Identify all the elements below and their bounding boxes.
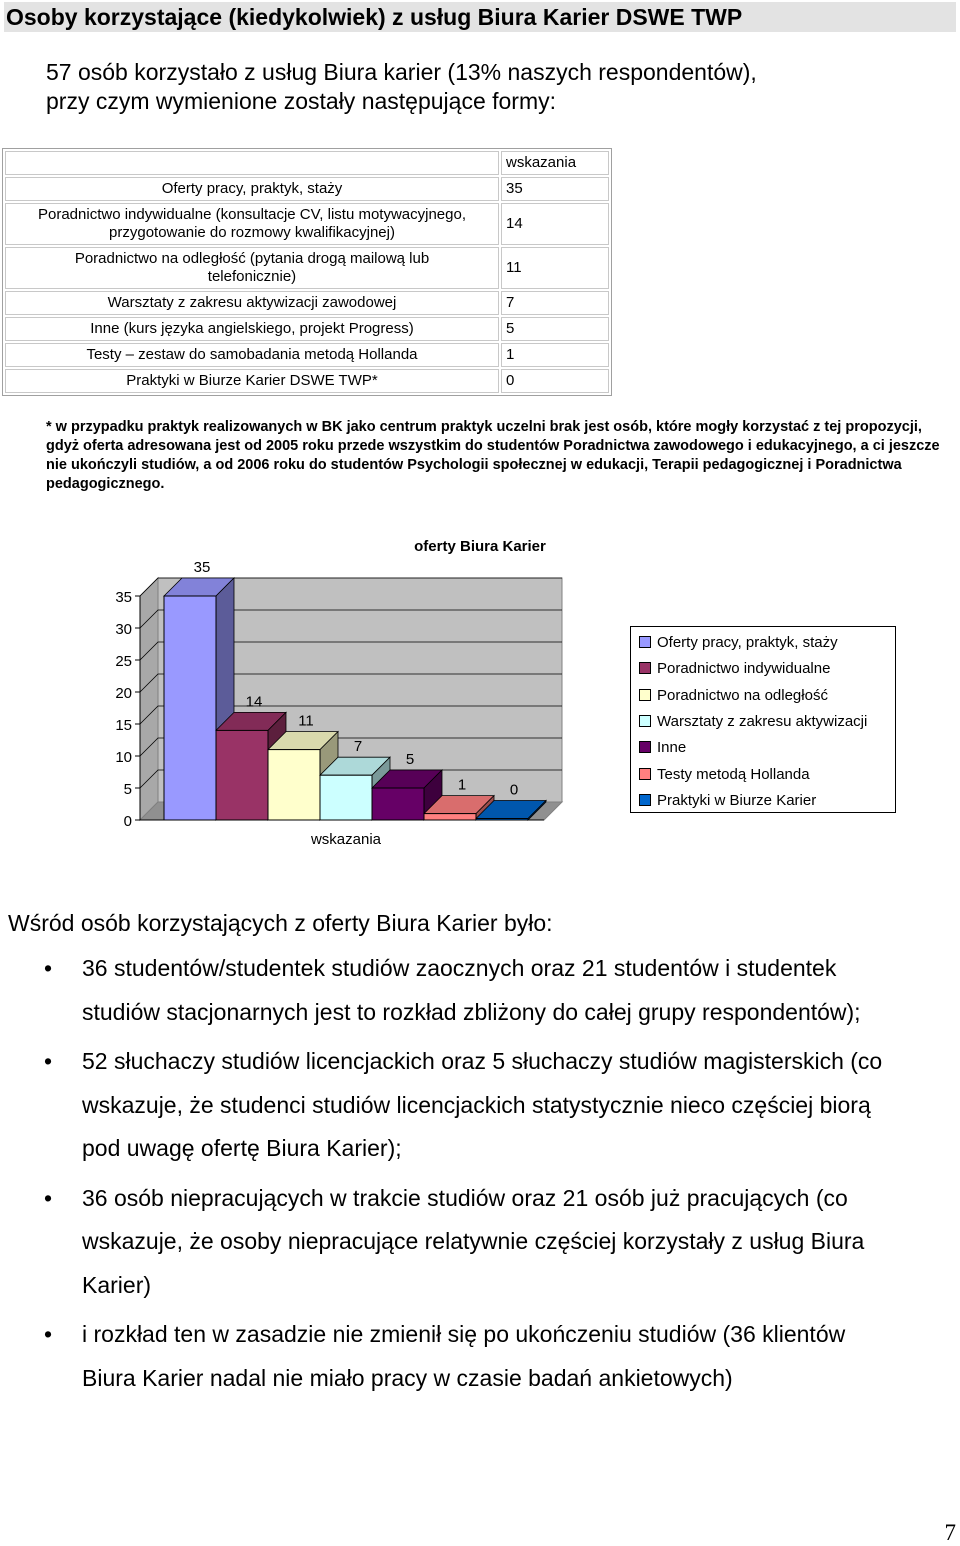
- legend-label: Inne: [657, 739, 687, 757]
- row-label: [5, 291, 499, 315]
- intro-paragraph: [46, 58, 906, 116]
- bar-data-label: 7: [353, 738, 363, 756]
- page-number: 7: [944, 1520, 956, 1545]
- row-label: [5, 247, 499, 289]
- row-label-line: Praktyki w Biurze Karier DSWE TWP*: [126, 372, 378, 389]
- intro-line: przy czym wymienione zostały następujące formy:: [46, 88, 557, 114]
- legend-item: [639, 738, 686, 758]
- bar: [424, 814, 476, 820]
- legend-item: [639, 712, 867, 732]
- legend-item: [639, 659, 830, 679]
- bar-data-label: 14: [245, 693, 263, 711]
- row-label-line: Poradnictwo na odległość (pytania drogą mailową lub: [74, 250, 430, 267]
- summary-item-line: 36 studentów/studentek studiów zaocznych oraz 21 studentów i studentek: [82, 955, 837, 981]
- bar-data-label: 11: [298, 712, 314, 730]
- row-label: [5, 343, 499, 367]
- row-label: [5, 369, 499, 393]
- bar: [216, 730, 268, 820]
- summary-list: [8, 947, 958, 1400]
- row-label: [5, 203, 499, 245]
- bullet-icon: •: [44, 1048, 53, 1074]
- legend-swatch: [639, 794, 651, 806]
- row-value: 11: [501, 247, 609, 289]
- chart-y-tick-label: 25: [115, 653, 132, 670]
- chart-y-tick-label: 0: [123, 813, 132, 830]
- legend-item: [639, 686, 828, 706]
- bar: [164, 596, 216, 820]
- summary-item-line: 36 osób niepracujących w trakcie studiów oraz 21 osób już pracujących (co: [82, 1184, 848, 1211]
- row-value: 1: [501, 343, 609, 367]
- chart-legend: [630, 626, 896, 813]
- bar-data-label: 35: [193, 559, 211, 576]
- legend-swatch: [639, 689, 651, 701]
- row-value: 5: [501, 317, 609, 341]
- summary-item: [8, 1040, 958, 1171]
- table-row: [5, 177, 609, 201]
- table-row: [5, 203, 609, 245]
- legend-label: Poradnictwo indywidualne: [657, 660, 831, 678]
- row-label-line: Warsztaty z zakresu aktywizacji zawodowej: [107, 294, 397, 311]
- table-row: [5, 291, 609, 315]
- legend-item: [639, 791, 816, 811]
- bullet-icon: •: [44, 955, 53, 981]
- summary-item-line: 52 słuchaczy studiów licencjackich oraz 5 słuchaczy studiów magisterskich (co: [82, 1048, 883, 1074]
- legend-label: Warsztaty z zakresu aktywizacji: [657, 712, 868, 730]
- section-heading: Osoby korzystające (kiedykolwiek) z usług Biura Karier DSWE TWP: [4, 2, 956, 32]
- summary-lead: Wśród osób korzystających z oferty Biura Karier było:: [8, 910, 553, 936]
- chart-y-tick-label: 5: [123, 781, 132, 798]
- chart-y-tick-label: 35: [115, 589, 132, 606]
- legend-label: Testy metodą Hollanda: [657, 765, 810, 783]
- footnote: * w przypadku praktyk realizowanych w BK jako centrum praktyk uczelni brak jest osób, które mogły korzystać z tej propozycji, gdyż oferta adresowana jest od 2005 roku przede wszystkim do studentów Poradnictwa zawodowego i edukacyjnego, a ci jeszcze nie ukończyli studiów, a od 2006 roku do studentów Psychologii społecznej w edukacji, Terapii pedagogicznej i Poradnictwa pedagogicznego.: [46, 419, 940, 492]
- row-label-line: Poradnictwo indywidualne (konsultacje CV, listu motywacyjnego,: [38, 206, 466, 223]
- row-label-line: Inne (kurs języka angielskiego, projekt Progress): [90, 320, 414, 337]
- summary-item-line: Karier): [82, 1271, 152, 1298]
- row-label-line: telefonicznie): [207, 268, 297, 285]
- chart-y-tick-label: 20: [115, 685, 132, 702]
- summary-item-line: pod uwagę ofertę Biura Karier);: [82, 1135, 402, 1161]
- legend-item: [639, 765, 810, 785]
- chart-title: oferty Biura Karier: [414, 538, 546, 555]
- services-table: [2, 148, 612, 396]
- summary-item-line: wskazuje, że osoby niepracujące relatywnie częściej korzystały z usług Biura: [82, 1228, 865, 1254]
- chart-x-label: wskazania: [310, 831, 382, 848]
- row-label: [5, 317, 499, 341]
- row-value: 0: [501, 369, 609, 393]
- summary-section: [8, 905, 958, 1400]
- table-row: [5, 317, 609, 341]
- summary-item-line: i rozkład ten w zasadzie nie zmienił się po ukończeniu studiów (36 klientów: [82, 1321, 846, 1347]
- summary-item-line: wskazuje, że studenci studiów licencjackich statystycznie nieco częściej biorą: [82, 1091, 871, 1118]
- bar-data-label: 0: [509, 781, 519, 799]
- row-label: [5, 177, 499, 201]
- table-row: [5, 343, 609, 367]
- legend-item: [639, 633, 838, 653]
- row-value: 7: [501, 291, 609, 315]
- row-label-line: Testy – zestaw do samobadania metodą Hollanda: [86, 346, 418, 363]
- bar-data-label: 5: [405, 751, 415, 768]
- table-row: [5, 369, 609, 393]
- bar: [372, 788, 424, 820]
- row-label-line: przygotowanie do rozmowy kwalifikacyjnej): [109, 224, 395, 241]
- legend-label: Oferty pracy, praktyk, staży: [657, 634, 838, 651]
- legend-label: Praktyki w Biurze Karier: [657, 791, 817, 809]
- bar-data-label: 1: [457, 776, 467, 794]
- chart-y-tick-label: 15: [115, 717, 132, 734]
- legend-swatch: [639, 715, 651, 727]
- summary-item: [8, 1177, 958, 1308]
- table-header-cell: wskazania: [501, 151, 609, 175]
- table-row: [5, 247, 609, 289]
- bar: [268, 750, 320, 820]
- table-header-row: [5, 151, 609, 175]
- legend-swatch: [639, 636, 651, 648]
- row-value: 35: [501, 177, 609, 201]
- bullet-icon: •: [44, 1321, 53, 1347]
- row-label-line: Oferty pracy, praktyk, staży: [161, 180, 343, 197]
- summary-item: [8, 1313, 958, 1400]
- bullet-icon: •: [44, 1184, 53, 1211]
- chart-y-tick-label: 10: [115, 749, 132, 766]
- legend-label: Poradnictwo na odległość: [657, 686, 828, 704]
- chart-y-tick-label: 30: [115, 621, 132, 638]
- summary-item-line: studiów stacjonarnych jest to rozkład zbliżony do całej grupy respondentów);: [82, 998, 861, 1025]
- bar: [476, 819, 528, 821]
- row-value: 14: [501, 203, 609, 245]
- table-header-empty: [5, 151, 499, 175]
- summary-item: [8, 947, 958, 1034]
- intro-line: 57 osób korzystało z usług Biura karier (13% naszych respondentów),: [46, 59, 757, 85]
- summary-item-line: Biura Karier nadal nie miało pracy w czasie badań ankietowych): [82, 1364, 733, 1391]
- chart-side-wall: [140, 578, 158, 820]
- legend-swatch: [639, 741, 651, 753]
- legend-swatch: [639, 768, 651, 780]
- legend-swatch: [639, 662, 651, 674]
- bar: [320, 775, 372, 820]
